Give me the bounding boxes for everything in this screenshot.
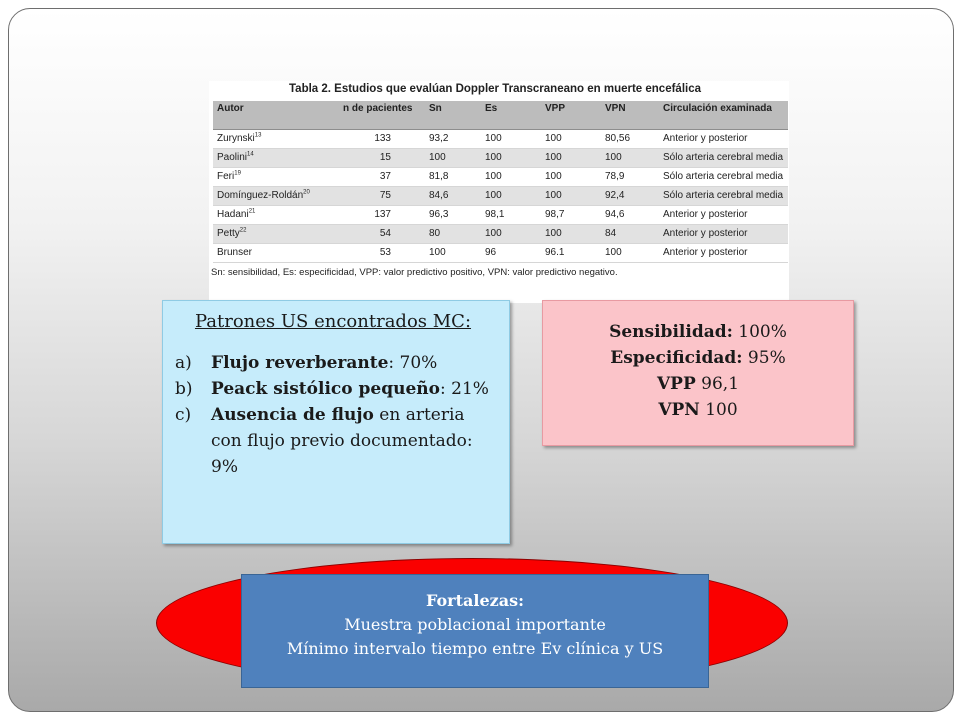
patron-item [175,350,491,376]
header-vpn: VPN [601,101,659,130]
vpn-cell: 84 [601,225,659,244]
vpp-cell: 96.1 [541,244,601,263]
vpp-cell: 100 [541,149,601,168]
table-row [213,149,788,168]
header-circulacion: Circulación examinada [659,101,788,130]
table-row [213,206,788,225]
header-autor: Autor [213,101,339,130]
table-footnote: Sn: sensibilidad, Es: especificidad, VPP: valor predictivo positivo, VPN: valor predictivo negativo. [211,267,618,278]
patrones-title: Patrones US encontrados MC: [194,311,472,332]
vpn-cell: 92,4 [601,187,659,206]
n-cell: 15 [339,149,425,168]
n-cell: 133 [339,130,425,149]
reference-number: 21 [248,208,256,215]
author-cell [213,149,339,168]
sensibilidad-value: 100% [732,322,787,342]
vpn-cell: 100 [601,149,659,168]
author-cell [213,168,339,187]
slide [8,8,954,712]
reference-number: 13 [254,132,262,139]
circulacion-cell: Sólo arteria cerebral media [659,168,788,187]
author-cell [213,130,339,149]
n-cell: 37 [339,168,425,187]
sensibilidad-label: Sensibilidad: [609,322,733,342]
es-cell: 100 [481,187,541,206]
header-vpp: VPP [541,101,601,130]
table-row [213,168,788,187]
n-cell: 54 [339,225,425,244]
es-cell: 100 [481,225,541,244]
circulacion-cell: Sólo arteria cerebral media [659,187,788,206]
sn-cell: 96,3 [425,206,481,225]
fortalezas-box [241,574,709,688]
vpp-cell: 100 [541,225,601,244]
header-n: n de pacientes [339,101,425,130]
vpp-cell: 100 [541,168,601,187]
sn-cell: 100 [425,244,481,263]
circulacion-cell: Anterior y posterior [659,206,788,225]
vpp-label: VPP [656,374,696,394]
circulacion-cell: Anterior y posterior [659,225,788,244]
sn-cell: 84,6 [425,187,481,206]
especificidad-line [543,345,853,371]
patron-name: Ausencia de flujo [211,405,374,425]
table-row [213,187,788,206]
sn-cell: 93,2 [425,130,481,149]
vpp-cell: 98,7 [541,206,601,225]
fortalezas-title: Fortalezas: [426,591,524,610]
author-name: Paolini [217,152,248,163]
studies-table-image [209,81,789,303]
author-cell [213,225,339,244]
es-cell: 100 [481,130,541,149]
patron-marker: a) [175,353,192,373]
es-cell: 98,1 [481,206,541,225]
table-row [213,225,788,244]
patrones-list [175,350,491,480]
vpn-cell: 78,9 [601,168,659,187]
es-cell: 96 [481,244,541,263]
n-cell: 137 [339,206,425,225]
reference-number: 14 [247,151,254,158]
especificidad-label: Especificidad: [610,348,743,368]
vpn-cell: 94,6 [601,206,659,225]
patrones-box [162,300,510,544]
patron-marker: b) [175,379,193,399]
author-cell [213,206,339,225]
table-title: Tabla 2. Estudios que evalúan Doppler Transcraneano en muerte encefálica [289,83,702,95]
table-row [213,130,788,149]
sn-cell: 100 [425,149,481,168]
patron-value: : 70% [388,353,438,373]
author-name: Domínguez-Roldán [217,190,304,201]
author-name: Hadani [217,209,249,220]
author-name: Zurynski [217,133,255,144]
circulacion-cell: Anterior y posterior [659,130,788,149]
vpp-cell: 100 [541,130,601,149]
patron-item [175,376,491,402]
fortalezas-line-2: Mínimo intervalo tiempo entre Ev clínica y US [286,639,664,658]
studies-table [213,101,788,263]
header-es: Es [481,101,541,130]
author-name: Brunser [217,247,253,258]
vpn-cell: 80,56 [601,130,659,149]
patron-name: Peack sistólico pequeño [211,379,440,399]
n-cell: 53 [339,244,425,263]
patron-marker: c) [175,405,192,425]
sensibilidad-line [543,319,853,345]
vpn-cell: 100 [601,244,659,263]
table-row [213,244,788,263]
vpp-cell: 100 [541,187,601,206]
reference-number: 22 [239,227,247,234]
es-cell: 100 [481,168,541,187]
circulacion-cell: Anterior y posterior [659,244,788,263]
author-name: Petty [217,228,240,239]
vpn-value: 100 [699,400,738,420]
vpn-label: VPN [658,400,700,420]
header-sn: Sn [425,101,481,130]
vpp-value: 96,1 [695,374,740,394]
fortalezas-line-1: Muestra poblacional importante [344,615,606,634]
es-cell: 100 [481,149,541,168]
circulacion-cell: Sólo arteria cerebral media [659,149,788,168]
sn-cell: 80 [425,225,481,244]
sn-cell: 81,8 [425,168,481,187]
vpp-line [543,371,853,397]
reference-number: 19 [234,170,241,177]
patron-value: : 21% [440,379,489,399]
especificidad-value: 95% [742,348,786,368]
table-header-row [213,101,788,130]
patron-value: en arteria con flujo previo documentado: 9% [211,405,473,477]
n-cell: 75 [339,187,425,206]
patron-name: Flujo reverberante [211,353,389,373]
patron-item [175,402,491,480]
stats-box [542,300,854,446]
author-name: Feri [217,171,235,182]
author-cell [213,244,339,263]
vpn-line [543,397,853,423]
author-cell [213,187,339,206]
reference-number: 20 [303,189,310,196]
